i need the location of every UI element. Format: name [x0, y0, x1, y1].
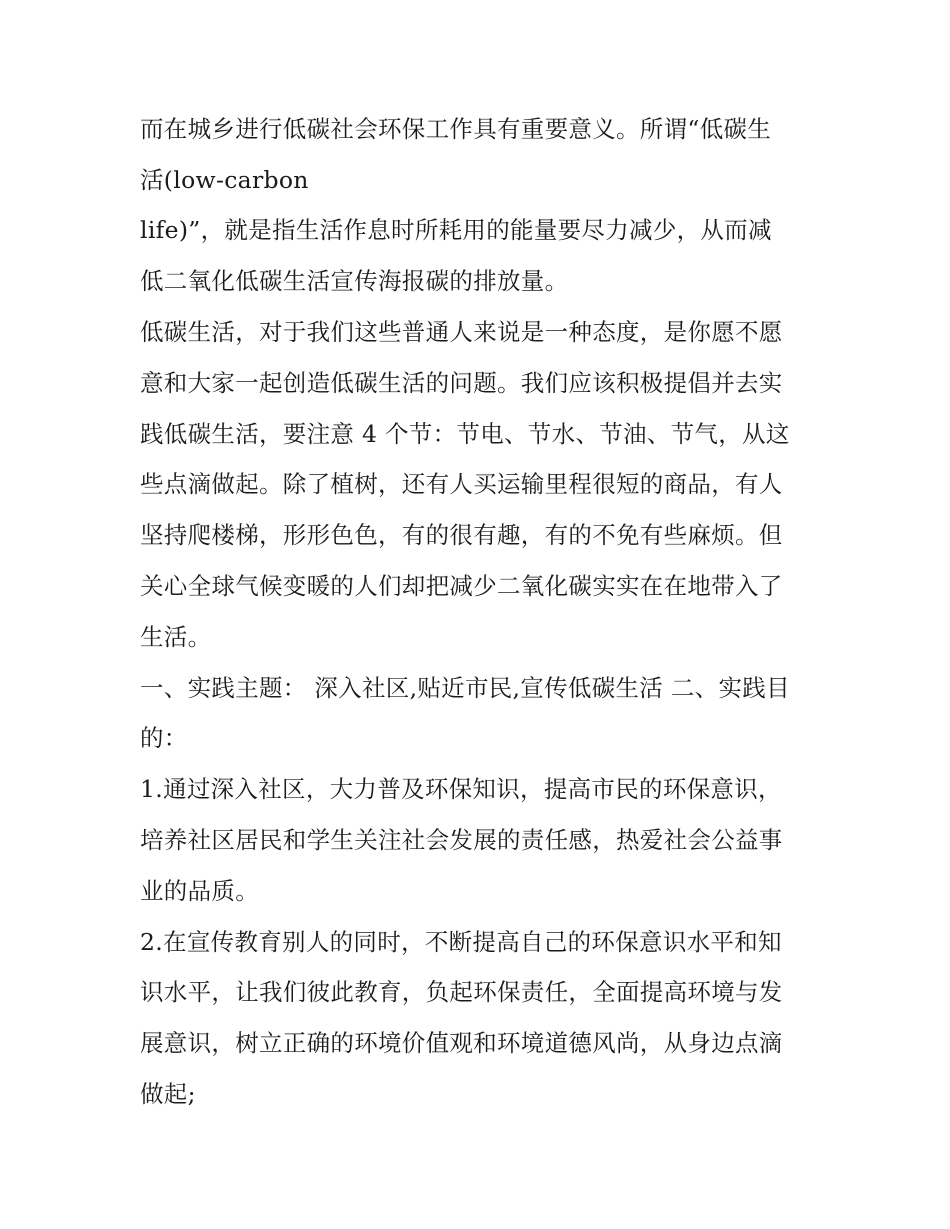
text-line: 关心全球气候变暖的人们却把减少二氧化碳实实在在地带入了 [140, 572, 783, 600]
text-line: 低二氧化低碳生活宣传海报碳的排放量。 [140, 267, 569, 295]
text-line: life)”，就是指生活作息时所耗用的能量要尽力减少，从而减 [140, 216, 772, 244]
text-line: 培养社区居民和学生关注社会发展的责任感，热爱社会公益事 [140, 826, 783, 854]
text-line: 些点滴做起。除了植树，还有人买运输里程很短的商品，有人 [140, 470, 783, 498]
text-line: 1.通过深入社区，大力普及环保知识，提高市民的环保意识， [140, 775, 782, 803]
text-line: 一、实践主题： 深入社区,贴近市民,宣传低碳生活 二、实践目 [140, 674, 790, 702]
text-line: 意和大家一起创造低碳生活的问题。我们应该积极提倡并去实 [140, 369, 783, 397]
text-line: 的： [140, 724, 188, 752]
text-line: 2.在宣传教育别人的同时，不断提高自己的环保意识水平和知 [140, 928, 782, 956]
text-line: 做起; [140, 1080, 196, 1108]
text-line: 生活。 [140, 623, 212, 651]
text-line: 践低碳生活，要注意 4 个节：节电、节水、节油、节气，从这 [140, 420, 790, 448]
text-line: 而在城乡进行低碳社会环保工作具有重要意义。所谓“低碳生 [140, 115, 772, 143]
text-line: 活(low-carbon [140, 166, 309, 194]
text-line: 识水平，让我们彼此教育，负起环保责任，全面提高环境与发 [140, 978, 783, 1006]
text-line: 展意识，树立正确的环境价值观和环境道德风尚，从身边点滴 [140, 1029, 783, 1057]
text-line: 坚持爬楼梯，形形色色，有的很有趣，有的不免有些麻烦。但 [140, 521, 783, 549]
text-line: 业的品质。 [140, 877, 259, 905]
text-line: 低碳生活，对于我们这些普通人来说是一种态度，是你愿不愿 [140, 318, 783, 346]
